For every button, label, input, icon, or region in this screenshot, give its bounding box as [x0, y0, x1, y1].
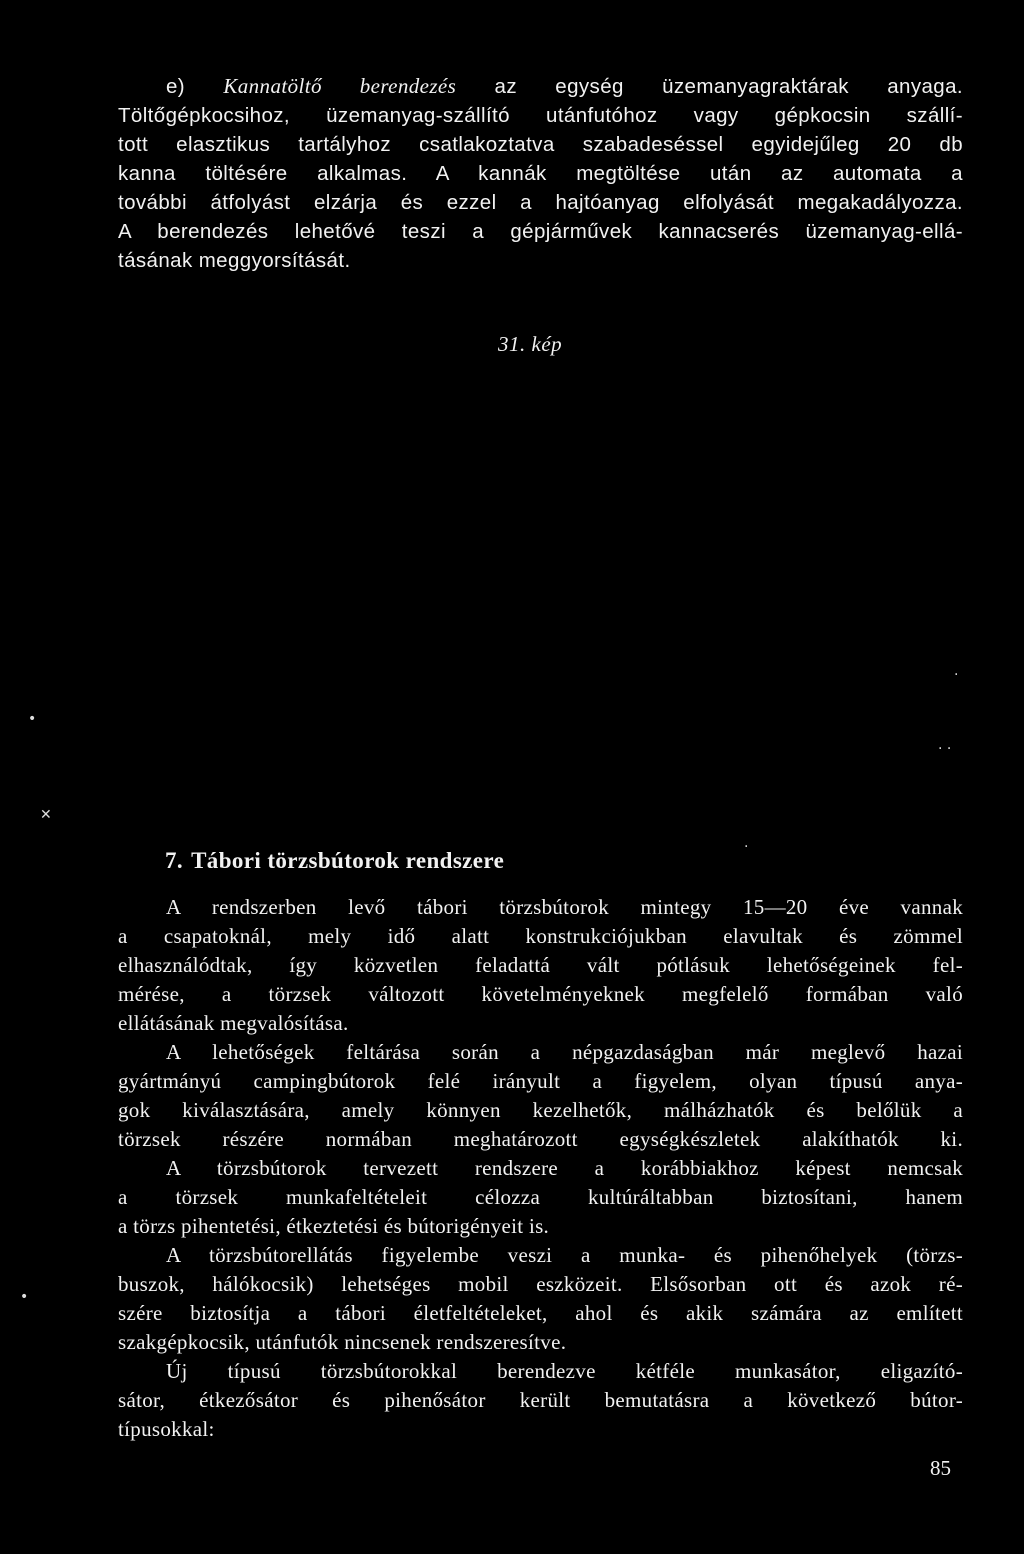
paragraph-line — [118, 72, 963, 101]
line-text: az egység üzemanyagraktárak anyaga. — [494, 75, 963, 98]
page-number: 85 — [930, 1456, 951, 1480]
scan-speck: • — [20, 1289, 29, 1305]
paragraph-line: kanna töltésére alkalmas. A kannák megtöltése után az automata a — [118, 162, 963, 185]
scan-speck: • — [28, 711, 37, 727]
paragraph-line: Töltőgépkocsihoz, üzemanyag-szállító utánfutóhoz vagy gépkocsin szállí- — [118, 104, 963, 127]
paragraph-line: törzsek részére normában meghatározott egységkészletek alakíthatók ki. — [118, 1127, 963, 1151]
paragraph-line: A rendszerben levő tábori törzsbútorok mintegy 15—20 éve vannak — [166, 895, 963, 919]
scan-speck: · — [954, 667, 959, 683]
paragraph-line: Új típusú törzsbútorokkal berendezve kétféle munkasátor, eligazító- — [166, 1359, 963, 1383]
figure-caption: 31. kép — [498, 332, 563, 356]
paragraph-line: ellátásának megvalósítása. — [118, 1011, 349, 1035]
section-title-text: Tábori törzsbútorok rendszere — [191, 848, 505, 873]
paragraph-line: a törzs pihentetési, étkeztetési és bútorigényeit is. — [118, 1214, 550, 1238]
paragraph-line: tott elasztikus tartályhoz csatlakoztatva szabadeséssel egyidejűleg 20 db — [118, 133, 963, 156]
paragraph-line: mérése, a törzsek változott követelményeknek megfelelő formában való — [118, 982, 963, 1006]
paragraph-line: szére biztosítja a tábori életfeltételeket, ahol és akik számára az említett — [118, 1301, 963, 1325]
paragraph-line: sátor, étkezősátor és pihenősátor került bemutatásra a következő bútor- — [118, 1388, 963, 1412]
paragraph-line: a csapatoknál, mely idő alatt konstrukciójukban elavultak és zömmel — [118, 924, 963, 948]
section-heading — [165, 845, 504, 877]
italic-term: Kannatöltő berendezés — [223, 74, 457, 98]
kannatolto-paragraph — [118, 72, 963, 275]
paragraph-line: buszok, hálókocsik) lehetséges mobil eszközeit. Elsősorban ott és azok ré- — [118, 1272, 963, 1296]
paragraph-line: típusokkal: — [118, 1417, 215, 1441]
paragraph-line: további átfolyást elzárja és ezzel a hajtóanyag elfolyását megakadályozza. — [118, 191, 963, 214]
paragraph-line: szakgépkocsik, utánfutók nincsenek rendszeresítve. — [118, 1330, 567, 1354]
paragraph-line: gok kiválasztására, amely könnyen kezelhetők, málházhatók és belőlük a — [118, 1098, 963, 1122]
paragraph-line: A berendezés lehetővé teszi a gépjárművek kannacserés üzemanyag-ellá- — [118, 220, 963, 243]
paragraph-line: elhasználódtak, így közvetlen feladattá vált pótlásuk lehetőségeinek fel- — [118, 953, 963, 977]
scan-speck: · — [744, 839, 749, 855]
section-body — [118, 893, 963, 1444]
section-number: 7. — [165, 848, 184, 873]
paragraph-line: tásának meggyorsítását. — [118, 249, 351, 272]
list-marker: e) — [166, 75, 186, 98]
paragraph-line: A lehetőségek feltárása során a népgazdaságban már meglevő hazai — [166, 1040, 963, 1064]
scan-speck: ✕ — [40, 807, 52, 823]
scan-speck: · · — [938, 741, 952, 757]
paragraph-line: A törzsbútorellátás figyelembe veszi a munka- és pihenőhelyek (törzs- — [166, 1243, 963, 1267]
paragraph-line: gyártmányú campingbútorok felé irányult a figyelem, olyan típusú anya- — [118, 1069, 963, 1093]
paragraph-line: a törzsek munkafeltételeit célozza kultúráltabban biztosítani, hanem — [118, 1185, 963, 1209]
paragraph-line: A törzsbútorok tervezett rendszere a korábbiakhoz képest nemcsak — [166, 1156, 963, 1180]
